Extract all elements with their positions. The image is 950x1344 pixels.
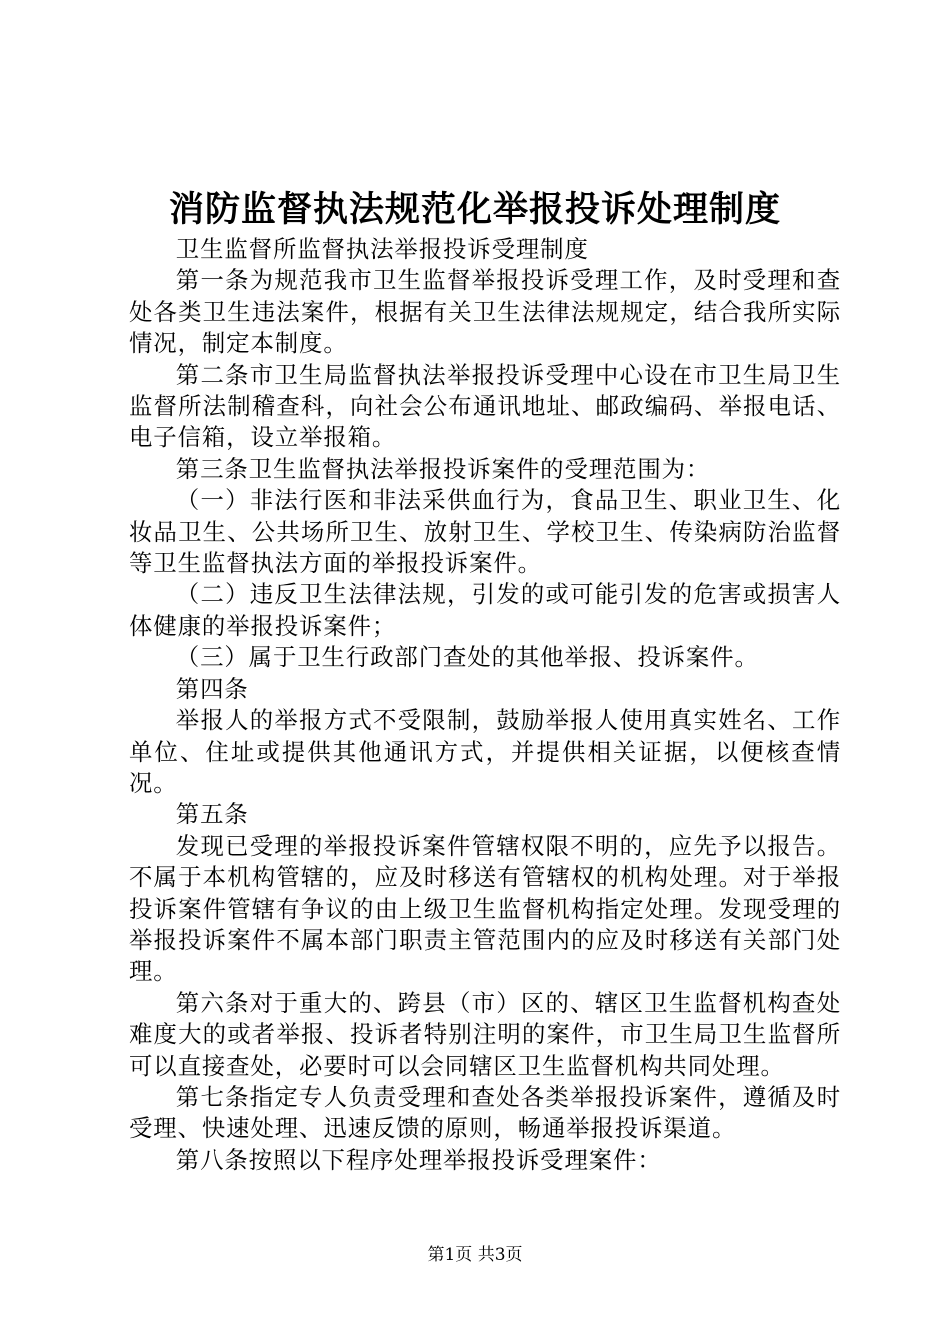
paragraph: （一）非法行医和非法采供血行为，食品卫生、职业卫生、化妆品卫生、公共场所卫生、放射卫生、学校卫生、传染病防治监督等卫生监督执法方面的举报投诉案件。 <box>129 486 841 578</box>
paragraph: 第六条对于重大的、跨县（市）区的、辖区卫生监督机构查处难度大的或者举报、投诉者特别注明的案件，市卫生局卫生监督所可以直接查处，必要时可以会同辖区卫生监督机构共同处理。 <box>129 988 841 1080</box>
paragraph: 发现已受理的举报投诉案件管辖权限不明的，应先予以报告。不属于本机构管辖的，应及时移送有管辖权的机构处理。对于举报投诉案件管辖有争议的由上级卫生监督机构指定处理。发现受理的举报投诉案件不属本部门职责主管范围内的应及时移送有关部门处理。 <box>129 831 841 986</box>
paragraph: 第八条按照以下程序处理举报投诉受理案件： <box>175 1145 662 1174</box>
paragraph: 第二条市卫生局监督执法举报投诉受理中心设在市卫生局卫生监督所法制稽查科，向社会公布通讯地址、邮政编码、举报电话、电子信箱，设立举报箱。 <box>129 360 841 452</box>
paragraph: 举报人的举报方式不受限制，鼓励举报人使用真实姓名、工作单位、住址或提供其他通讯方式，并提供相关证据，以便核查情况。 <box>129 706 841 797</box>
document-title: 消防监督执法规范化举报投诉处理制度 <box>168 189 781 230</box>
document-body <box>129 234 841 1176</box>
paragraph: （三）属于卫生行政部门查处的其他举报、投诉案件。 <box>175 643 759 672</box>
paragraph: 第三条卫生监督执法举报投诉案件的受理范围为： <box>175 454 711 483</box>
paragraph: 第一条为规范我市卫生监督举报投诉受理工作，及时受理和查处各类卫生违法案件，根据有关卫生法律法规规定，结合我所实际情况，制定本制度。 <box>129 266 841 358</box>
paragraph: 第五条 <box>175 800 249 829</box>
paragraph: 第七条指定专人负责受理和查处各类举报投诉案件，遵循及时受理、快速处理、迅速反馈的原则，畅通举报投诉渠道。 <box>129 1082 841 1143</box>
page-footer: 第1页 共3页 <box>427 1245 523 1265</box>
paragraph: 第四条 <box>175 674 249 703</box>
paragraph: 卫生监督所监督执法举报投诉受理制度 <box>175 235 589 263</box>
paragraph: （二）违反卫生法律法规，引发的或可能引发的危害或损害人体健康的举报投诉案件； <box>129 580 841 640</box>
